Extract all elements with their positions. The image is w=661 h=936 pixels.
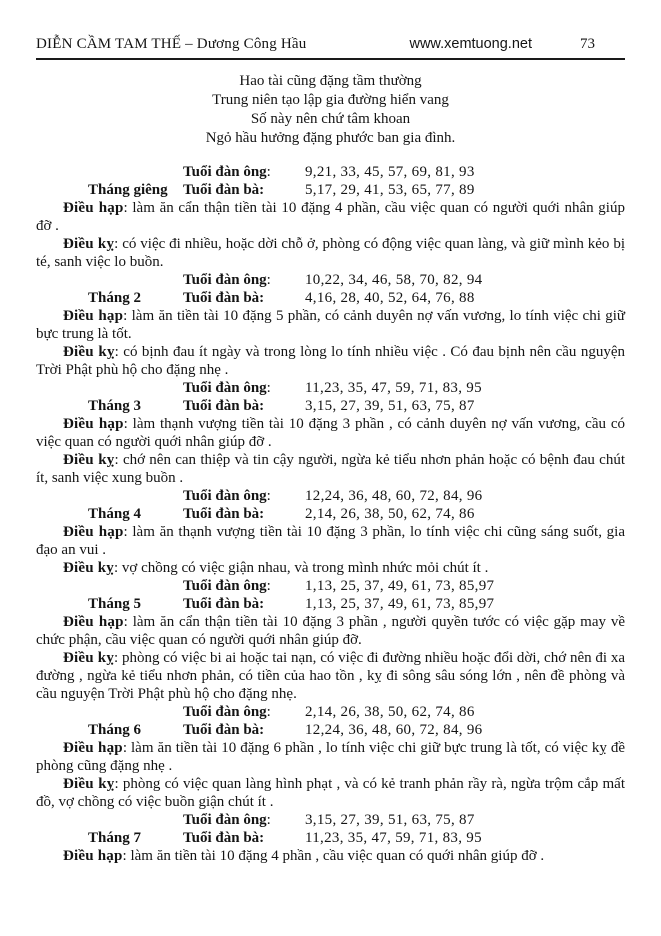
dieu-hap-paragraph: Điều hạp: làm ăn tiền tài 10 đặng 6 phần , lo tính việc chi giữ bực trung là tốt, có việc kỵ đề phòng cũng đặng nhẹ . — [36, 740, 625, 774]
woman-ages-label: Tuổi đàn bà: — [183, 506, 265, 522]
man-ages-values: 9,21, 33, 45, 57, 69, 81, 93 — [305, 164, 475, 180]
poem-line: Hao tài cũng đặng tầm thường — [239, 73, 422, 89]
man-ages-row — [36, 379, 625, 397]
poem-line: Trung niên tạo lập gia đường hiển vang — [212, 92, 449, 108]
dieu-ky-paragraph: Điều kỵ: có bịnh đau ít ngày và trong lòng lo tính nhiều việc . Có đau bịnh nên cầu nguyện Trời Phật phù hộ cho đặng nhẹ . — [36, 344, 625, 378]
dieu-hap-paragraph: Điều hạp: làm ăn cẩn thận tiền tài 10 đặng 3 phần , người quyền tước có việc gặp may về chức phận, cầu việc quan có người quới nhân giúp đỡ. — [36, 614, 625, 648]
dieu-hap-paragraph: Điều hạp: làm thạnh vượng tiền tài 10 đặng 3 phần , có cảnh duyên nợ vấn vương, cầu có việc quan có người quới nhân giúp đỡ . — [36, 416, 625, 450]
woman-ages-label: Tuổi đàn bà: — [183, 398, 265, 414]
woman-ages-row — [36, 505, 625, 523]
man-ages-values: 11,23, 35, 47, 59, 71, 83, 95 — [305, 380, 482, 396]
woman-ages-row — [36, 397, 625, 415]
dieu-ky-paragraph: Điều kỵ: có việc đi nhiều, hoặc dời chỗ ở, phòng có động việc quan làng, và giữ mình kẻo bị té, sanh việc lo buồn. — [36, 236, 625, 270]
man-ages-values: 2,14, 26, 38, 50, 62, 74, 86 — [305, 704, 475, 720]
woman-ages-label: Tuổi đàn bà: — [183, 596, 265, 612]
man-ages-values: 3,15, 27, 39, 51, 63, 75, 87 — [305, 812, 475, 828]
woman-ages-values: 5,17, 29, 41, 53, 65, 77, 89 — [305, 182, 475, 198]
woman-ages-values: 11,23, 35, 47, 59, 71, 83, 95 — [305, 830, 482, 846]
man-ages-label: Tuổi đàn ông: — [183, 578, 271, 594]
month-label: Tháng 3 — [88, 398, 141, 414]
poem — [36, 72, 625, 148]
woman-ages-values: 2,14, 26, 38, 50, 62, 74, 86 — [305, 506, 475, 522]
man-ages-label: Tuổi đàn ông: — [183, 812, 271, 828]
woman-ages-row — [36, 829, 625, 847]
woman-ages-row — [36, 289, 625, 307]
woman-ages-row — [36, 595, 625, 613]
month-section — [36, 811, 625, 865]
month-section — [36, 703, 625, 811]
month-label: Tháng 7 — [88, 830, 141, 846]
woman-ages-label: Tuổi đàn bà: — [183, 830, 265, 846]
dieu-hap-paragraph: Điều hạp: làm ăn tiền tài 10 đặng 5 phần, có cảnh duyên nợ vấn vương, lo tính việc chi giữ bực trung là tốt. — [36, 308, 626, 342]
man-ages-values: 10,22, 34, 46, 58, 70, 82, 94 — [305, 272, 483, 288]
man-ages-row — [36, 163, 625, 181]
man-ages-row — [36, 703, 625, 721]
website-url: www.xemtuong.net — [409, 36, 532, 52]
dieu-ky-paragraph: Điều kỵ: vợ chồng có việc giận nhau, và trong mình nhức mỏi chút ít . — [63, 560, 489, 576]
month-section — [36, 487, 625, 577]
month-section — [36, 271, 625, 379]
woman-ages-values: 3,15, 27, 39, 51, 63, 75, 87 — [305, 398, 475, 414]
month-section — [36, 379, 625, 487]
month-label: Tháng 5 — [88, 596, 141, 612]
month-label: Tháng 6 — [88, 722, 141, 738]
month-label: Tháng giêng — [88, 182, 168, 198]
woman-ages-row — [36, 721, 625, 739]
woman-ages-label: Tuổi đàn bà: — [183, 290, 265, 306]
woman-ages-values: 1,13, 25, 37, 49, 61, 73, 85,97 — [305, 596, 495, 612]
dieu-hap-paragraph: Điều hạp: làm ăn cẩn thận tiền tài 10 đặng 4 phần, cầu việc quan có người quới nhân giúp đỡ . — [36, 200, 625, 234]
man-ages-label: Tuổi đàn ông: — [183, 380, 271, 396]
month-section — [36, 163, 625, 271]
book-title: DIỄN CẦM TAM THẾ – Dương Công Hầu — [36, 36, 307, 52]
man-ages-row — [36, 577, 625, 595]
months-list — [36, 163, 625, 865]
page-number: 73 — [580, 36, 595, 52]
dieu-hap-paragraph: Điều hạp: làm ăn tiền tài 10 đặng 4 phần , cầu việc quan có quới nhân giúp đỡ . — [63, 848, 545, 864]
man-ages-values: 1,13, 25, 37, 49, 61, 73, 85,97 — [305, 578, 495, 594]
poem-line: Số này nên chứ tâm khoan — [250, 111, 411, 127]
dieu-ky-paragraph: Điều kỵ: chớ nên can thiệp và tin cậy người, ngừa kẻ tiểu nhơn phản hoặc có bệnh đau chút ít, sanh việc xung buồn . — [36, 452, 625, 486]
man-ages-row — [36, 811, 625, 829]
month-label: Tháng 4 — [88, 506, 141, 522]
dieu-ky-paragraph: Điều kỵ: phòng có việc bi ai hoặc tai nạn, có việc đi đường nhiều hoặc đổi dời, chớ nên đi xa đường , ngừa kẻ tiểu nhơn phản, có tiền của hao tồn , kỵ đi sông sâu sóng lớn , nên đề phòng và cầu nguyện Trời Phật phù hộ cho đặng nhẹ. — [36, 650, 626, 702]
dieu-hap-paragraph: Điều hạp: làm ăn thạnh vượng tiền tài 10 đặng 3 phần, lo tính việc chi cũng sáng suốt, gia đạo an vui . — [36, 524, 625, 558]
dieu-ky-paragraph: Điều kỵ: phòng có việc quan làng hình phạt , và có kẻ tranh phản rầy rà, ngừa trộm cắp mất đồ, vợ chồng có việc buồn giận chút ít . — [36, 776, 625, 810]
man-ages-label: Tuổi đàn ông: — [183, 164, 271, 180]
woman-ages-label: Tuổi đàn bà: — [183, 722, 265, 738]
man-ages-label: Tuổi đàn ông: — [183, 272, 271, 288]
woman-ages-values: 12,24, 36, 48, 60, 72, 84, 96 — [305, 722, 483, 738]
woman-ages-label: Tuổi đàn bà: — [183, 182, 265, 198]
man-ages-row — [36, 487, 625, 505]
man-ages-values: 12,24, 36, 48, 60, 72, 84, 96 — [305, 488, 483, 504]
month-section — [36, 577, 625, 703]
woman-ages-row — [36, 181, 625, 199]
poem-line: Ngỏ hầu hưởng đặng phước ban gia đình. — [205, 130, 456, 146]
woman-ages-values: 4,16, 28, 40, 52, 64, 76, 88 — [305, 290, 475, 306]
month-label: Tháng 2 — [88, 290, 141, 306]
page-header — [36, 0, 625, 60]
man-ages-label: Tuổi đàn ông: — [183, 704, 271, 720]
man-ages-row — [36, 271, 625, 289]
man-ages-label: Tuổi đàn ông: — [183, 488, 271, 504]
